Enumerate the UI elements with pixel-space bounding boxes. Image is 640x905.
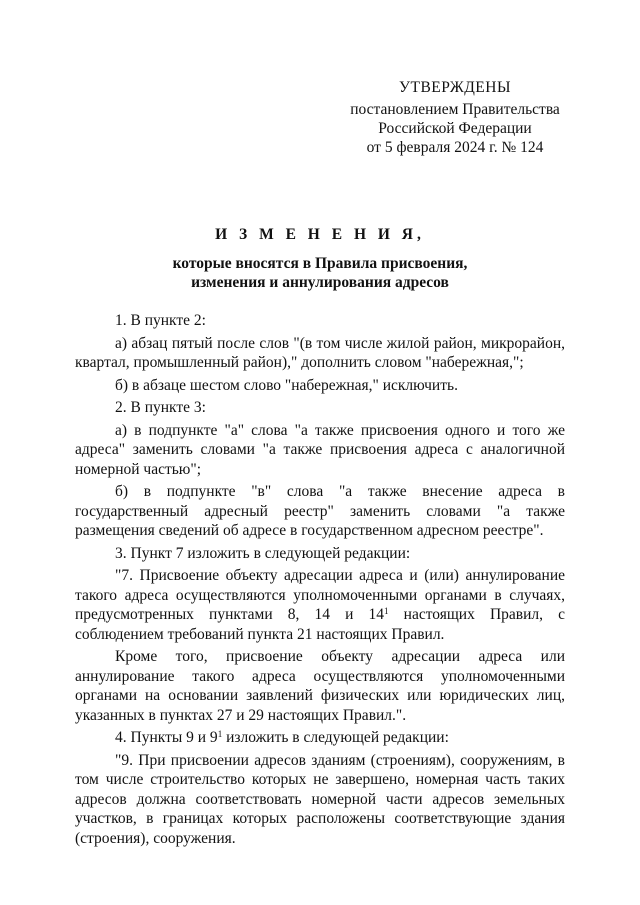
approval-line-3: от 5 февраля 2024 г. № 124 [366, 139, 544, 156]
superscript-1: 1 [384, 606, 389, 616]
approval-heading: УТВЕРЖДЕНЫ [399, 79, 511, 96]
paragraph-6: б) в подпункте "в" слова "а также внесение адреса в государственный адресный реестр" заменить словами "а также размещения сведений об адресе в государственном адресном реестре". [75, 483, 565, 539]
paragraph-1: 1. В пункте 2: [115, 312, 206, 329]
paragraph-4: 2. В пункте 3: [115, 399, 206, 416]
paragraph-10-text-b: изложить в следующей редакции: [222, 729, 449, 746]
paragraph-5: а) в подпункте "а" слова "а также присвоения одного и того же адреса" заменить словами "а также присвоения адреса с аналогичной номерной частью"; [75, 421, 565, 478]
approval-line-2: Российской Федерации [378, 120, 532, 137]
paragraph-10 [75, 728, 565, 748]
title-sub-1: которые вносятся в Правила присвоения, [172, 255, 468, 272]
paragraph-3: б) в абзаце шестом слово "набережная," исключить. [115, 376, 458, 394]
title-main: И З М Е Н Е Н И Я, [215, 226, 425, 243]
approval-line-1: постановлением Правительства [350, 101, 560, 118]
paragraph-10-text-a: 4. Пункты 9 и 9 [115, 729, 218, 746]
superscript-2: 1 [217, 729, 223, 739]
document-title [0, 226, 640, 292]
title-sub-2: изменения и аннулирования адресов [191, 274, 449, 291]
paragraph-8-text-b: настоящих Правил, с соблюдением требований пункта 21 настоящих Правил. [75, 606, 566, 643]
approval-block [330, 78, 580, 157]
paragraph-11: "9. При присвоении адресов зданиям (строениям), сооружениям, в том числе строительство которых не завершено, номерная часть таких адресов должна соответствовать номерной части адресов земельных участков, в границах которых расположены соответствующие здания (строения), сооружения. [75, 751, 565, 847]
paragraph-8-text-a: "7. Присвоение объекту адресации адреса и (или) аннулирование такого адреса осуществляются уполномоченными органами в случаях, предусмотренных пунктами 8, 14 и 14 [75, 567, 565, 623]
paragraph-7: 3. Пункт 7 изложить в следующей редакции: [115, 544, 411, 562]
paragraph-8 [75, 566, 565, 644]
document-body [75, 311, 565, 848]
paragraph-9: Кроме того, присвоение объекту адресации адреса или аннулирование такого адреса осуществляются уполномоченными органами на основании заявлений физических или юридических лиц, указанных в пунктах 27 и 29 настоящих Правил.". [75, 648, 565, 724]
paragraph-2: а) абзац пятый после слов "(в том числе жилой район, микрорайон, квартал, промышленный район)," дополнить словом "набережная,"; [75, 334, 565, 371]
